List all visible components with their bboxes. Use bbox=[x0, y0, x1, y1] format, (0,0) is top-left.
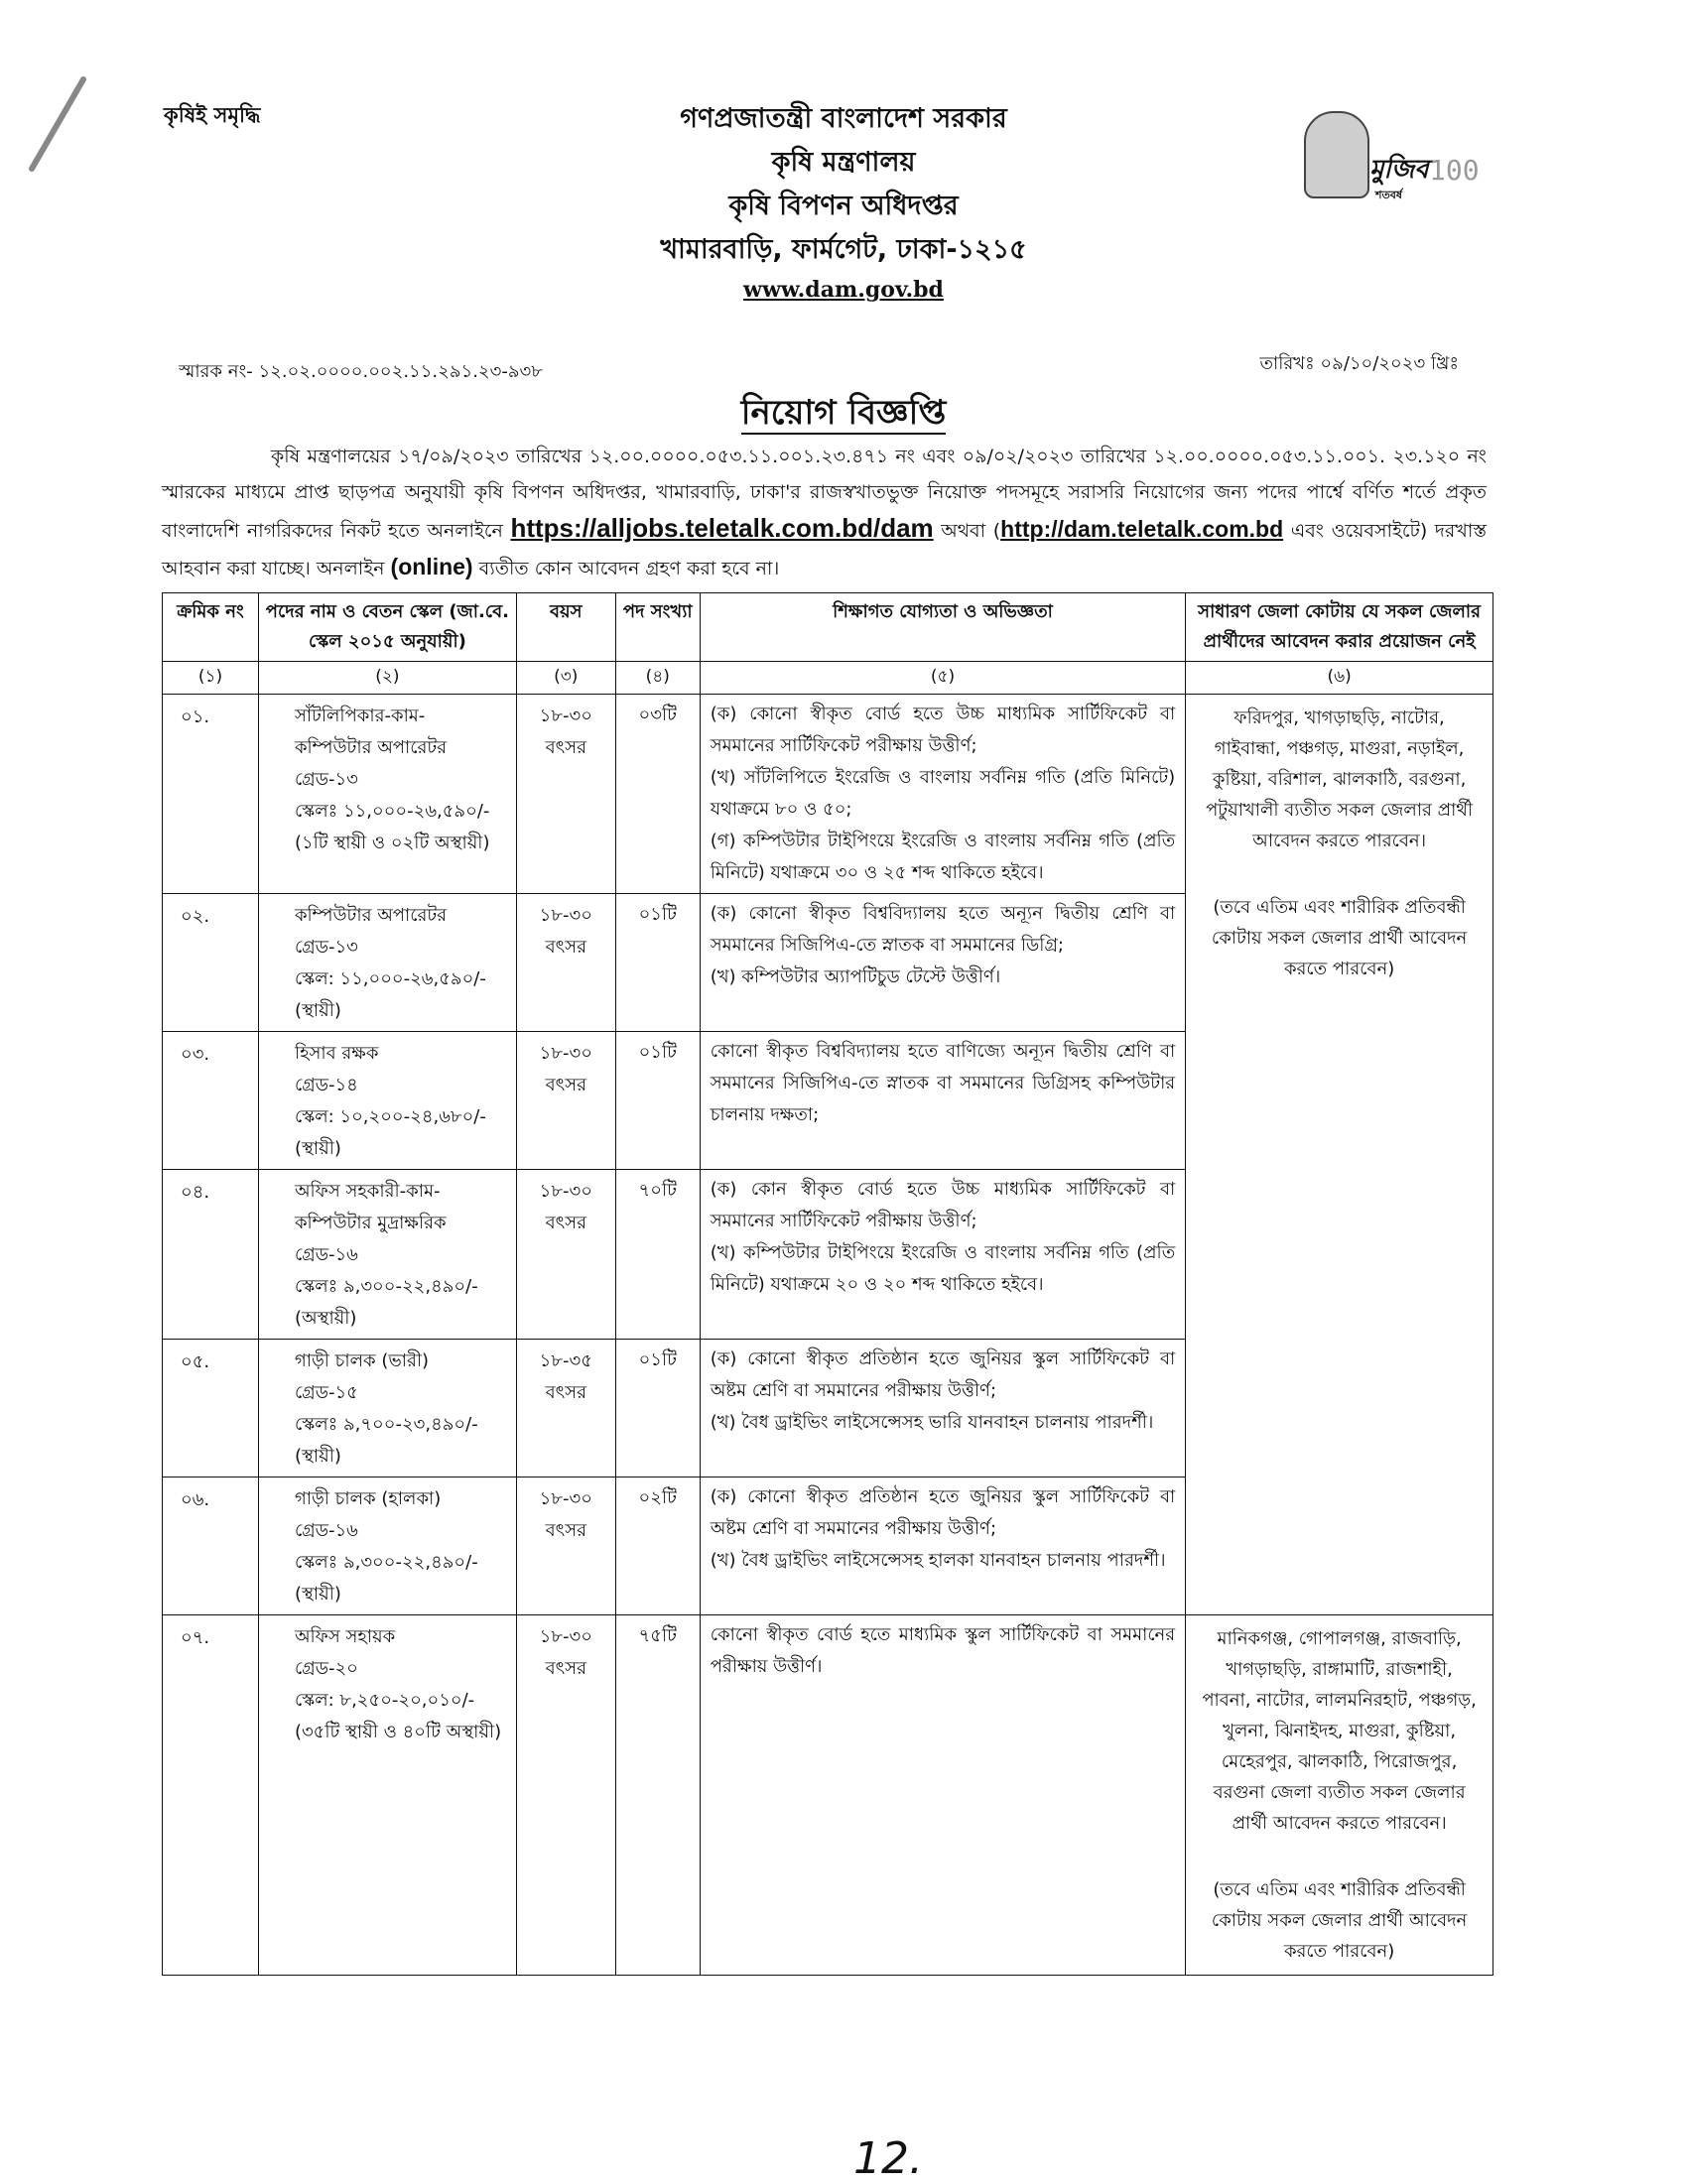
post-line: হিসাব রক্ষক bbox=[294, 1043, 379, 1064]
post-line: (স্থায়ী) bbox=[294, 1138, 341, 1159]
post-line: কম্পিউটার অপারেটর bbox=[294, 905, 448, 926]
index-cell: (২) bbox=[258, 662, 516, 695]
qualification-line: (খ) কম্পিউটার টাইপিংয়ে ইংরেজি ও বাংলায় সর্বনিম্ন গতি (প্রতি মিনিটে) যথাক্রমে ২০ ও ২০ শব্দ থাকিতে হইবে। bbox=[710, 1242, 1176, 1295]
post-line: স্কেল: ১০,২০০-২৪,৬৮০/- bbox=[294, 1106, 486, 1127]
post-line: স্কেলঃ ১১,০০০-২৬,৫৯০/- bbox=[294, 801, 490, 822]
qualification-cell bbox=[700, 695, 1185, 894]
table-row bbox=[163, 695, 1493, 894]
age-cell: ১৮-৩০ বৎসর bbox=[516, 1477, 615, 1615]
post-line: (স্থায়ী) bbox=[294, 1000, 341, 1021]
issue-date: তারিখঃ ০৯/১০/২০২৩ খ্রিঃ bbox=[1259, 353, 1459, 374]
age-cell: ১৮-৩০ বৎসর bbox=[516, 1032, 615, 1170]
post-line: (৩৫টি স্থায়ী ও ৪০টি অস্থায়ী) bbox=[294, 1722, 502, 1742]
post-line: গ্রেড-১৪ bbox=[294, 1075, 358, 1095]
teletalk-link[interactable]: http://dam.teletalk.com.bd bbox=[1000, 516, 1284, 542]
post-line: গ্রেড-১৬ bbox=[294, 1520, 358, 1541]
page-number-handwritten: 12. bbox=[853, 2133, 923, 2184]
post-line: সাঁটলিপিকার-কাম- bbox=[294, 706, 426, 726]
table-row bbox=[163, 1615, 1493, 1976]
index-cell: (৪) bbox=[615, 662, 700, 695]
post-line: (অস্থায়ী) bbox=[294, 1308, 357, 1329]
intro-paragraph: কৃষি মন্ত্রণালয়ের ১৭/০৯/২০২৩ তারিখের ১২.০০.০০০০.০৫৩.১১.০০১.২৩.৪৭১ নং এবং ০৯/০২/২০২৩ তারিখের ১২.০০.০০০০.০৫৩.১১.০০১. ২৩.১২০ নং স্মারকের মাধ্যমে প্রাপ্ত ছাড়পত্র অনুযায়ী কৃষি বিপণন অধিদপ্তর, খামারবাড়ি, ঢাকা'র রাজস্বখাতভুক্ত নিয়োক্ত পদসমূহে সরাসরি নিয়োগের জন্য পদের পার্শ্বে বর্ণিত শর্তে প্রকৃত বাংলাদেশি নাগরিকদের নিকট হতে অনলাইনে https://alljobs.teletalk.com.bd/dam অথবা (http://dam.teletalk.com.bd এবং ওয়েবসাইটে) দরখাস্ত আহবান করা যাচ্ছে। অনলাইন (online) ব্যতীত কোন আবেদন গ্রহণ করা হবে না। bbox=[162, 446, 1488, 579]
post-line: স্কেল: ১১,০০০-২৬,৫৯০/- bbox=[294, 968, 486, 989]
index-cell: (৫) bbox=[700, 662, 1185, 695]
index-cell: (৬) bbox=[1186, 662, 1493, 695]
serial-cell: ০৫. bbox=[163, 1340, 259, 1477]
qualification-cell bbox=[700, 1032, 1185, 1170]
letterhead bbox=[496, 97, 1191, 308]
post-cell bbox=[258, 1170, 516, 1340]
post-cell bbox=[258, 1477, 516, 1615]
col-header-count: পদ সংখ্যা bbox=[615, 593, 700, 662]
motto: কৃষিই সমৃদ্ধি bbox=[164, 103, 261, 127]
post-line: গ্রেড-১৬ bbox=[294, 1244, 358, 1265]
ministry-name: কৃষি মন্ত্রণালয় bbox=[771, 147, 916, 178]
col-header-qualification: শিক্ষাগত যোগ্যতা ও অভিজ্ঞতা bbox=[700, 593, 1185, 662]
post-line: গাড়ী চালক (হালকা) bbox=[294, 1488, 442, 1509]
post-cell bbox=[258, 1032, 516, 1170]
serial-cell: ০৬. bbox=[163, 1477, 259, 1615]
col-header-quota: সাধারণ জেলা কোটায় যে সকল জেলার প্রার্থীদের আবেদন করার প্রয়োজন নেই bbox=[1186, 593, 1493, 662]
post-line: স্কেলঃ ৯,৩০০-২২,৪৯০/- bbox=[294, 1552, 478, 1573]
count-cell: ০১টি bbox=[615, 894, 700, 1032]
serial-cell: ০২. bbox=[163, 894, 259, 1032]
qualification-line: কোনো স্বীকৃত বোর্ড হতে মাধ্যমিক স্কুল সার্টিফিকেট বা সমমানের পরীক্ষায় উত্তীর্ণ। bbox=[710, 1624, 1176, 1677]
age-cell: ১৮-৩০ বৎসর bbox=[516, 1615, 615, 1976]
qualification-line: (খ) সাঁটলিপিতে ইংরেজি ও বাংলায় সর্বনিম্ন গতি (প্রতি মিনিটে) যথাক্রমে ৮০ ও ৫০; bbox=[710, 767, 1176, 820]
address: খামারবাড়ি, ফার্মগেট, ঢাকা-১২১৫ bbox=[660, 234, 1027, 265]
qualification-line: (গ) কম্পিউটার টাইপিংয়ে ইংরেজি ও বাংলায় সর্বনিম্ন গতি (প্রতি মিনিটে) যথাক্রমে ৩০ ও ২৫ শব্দ থাকিতে হইবে। bbox=[710, 831, 1176, 883]
qualification-line: (ক) কোনো স্বীকৃত বোর্ড হতে উচ্চ মাধ্যমিক সার্টিফিকেট বা সমমানের সার্টিফিকেট পরীক্ষায় উত্তীর্ণ; bbox=[710, 704, 1176, 756]
logo-sub: শতবর্ষ bbox=[1375, 189, 1402, 201]
post-cell bbox=[258, 1340, 516, 1477]
post-line: গ্রেড-১৩ bbox=[294, 769, 358, 790]
govt-name: গণপ্রজাতন্ত্রী বাংলাদেশ সরকার bbox=[680, 103, 1007, 134]
serial-cell: ০৪. bbox=[163, 1170, 259, 1340]
col-header-serial: ক্রমিক নং bbox=[163, 593, 259, 662]
quota-cell-1 bbox=[1186, 695, 1493, 1615]
portrait-icon bbox=[1304, 111, 1369, 198]
qualification-cell bbox=[700, 894, 1185, 1032]
qualification-line: (ক) কোনো স্বীকৃত বিশ্ববিদ্যালয় হতে অন্যূন দ্বিতীয় শ্রেণি বা সমমানের সিজিপিএ-তে স্নাতক বা সমমানের ডিগ্রি; bbox=[710, 903, 1176, 956]
serial-cell: ০১. bbox=[163, 695, 259, 894]
job-table bbox=[162, 592, 1493, 1976]
quota-note: (তবে এতিম এবং শারীরিক প্রতিবন্ধী কোটায় সকল জেলার প্রার্থী আবেদন করতে পারবেন) bbox=[1211, 1879, 1468, 1962]
qualification-line: (খ) বৈধ ড্রাইভিং লাইসেন্সেসহ হালকা যানবাহন চালনায় পারদর্শী। bbox=[710, 1550, 1166, 1571]
col-header-post: পদের নাম ও বেতন স্কেল (জা.বে. স্কেল ২০১৫ অনুযায়ী) bbox=[258, 593, 516, 662]
logo-tagline: মুজিব bbox=[1369, 155, 1429, 185]
qualification-line: (ক) কোনো স্বীকৃত প্রতিষ্ঠান হতে জুনিয়র স্কুল সার্টিফিকেট বা অষ্টম শ্রেণি বা সমমানের পরীক্ষায় উত্তীর্ণ; bbox=[710, 1486, 1176, 1539]
count-cell: ৭৫টি bbox=[615, 1615, 700, 1976]
post-line: (স্থায়ী) bbox=[294, 1584, 341, 1605]
qualification-cell bbox=[700, 1477, 1185, 1615]
post-cell bbox=[258, 695, 516, 894]
age-cell: ১৮-৩০ বৎসর bbox=[516, 695, 615, 894]
page-title: নিয়োগ বিজ্ঞপ্তি bbox=[740, 393, 947, 433]
qualification-line: (খ) বৈধ ড্রাইভিং লাইসেন্সেসহ ভারি যানবাহন চালনায় পারদর্শী। bbox=[710, 1412, 1154, 1433]
count-cell: ০১টি bbox=[615, 1340, 700, 1477]
count-cell: ৭০টি bbox=[615, 1170, 700, 1340]
column-index-row bbox=[163, 662, 1493, 695]
age-cell: ১৮-৩০ বৎসর bbox=[516, 1170, 615, 1340]
post-line: গ্রেড-১৫ bbox=[294, 1382, 358, 1403]
count-cell: ০২টি bbox=[615, 1477, 700, 1615]
qualification-cell bbox=[700, 1170, 1185, 1340]
pen-mark bbox=[28, 75, 87, 173]
alljobs-link[interactable]: https://alljobs.teletalk.com.bd/dam bbox=[510, 513, 934, 543]
serial-cell: ০৩. bbox=[163, 1032, 259, 1170]
website-link[interactable]: www.dam.gov.bd bbox=[743, 277, 944, 303]
post-cell bbox=[258, 894, 516, 1032]
index-cell: (১) bbox=[163, 662, 259, 695]
qualification-line: কোনো স্বীকৃত বিশ্ববিদ্যালয় হতে বাণিজ্যে অন্যূন দ্বিতীয় শ্রেণি বা সমমানের সিজিপিএ-তে স্নাতক বা সমমানের ডিগ্রিসহ কম্পিউটার চালনায় দক্ষতা; bbox=[710, 1041, 1176, 1125]
serial-cell: ০৭. bbox=[163, 1615, 259, 1976]
age-cell: ১৮-৩০ বৎসর bbox=[516, 894, 615, 1032]
post-line: (স্থায়ী) bbox=[294, 1446, 341, 1467]
post-line: অফিস সহকারী-কাম- bbox=[294, 1181, 441, 1202]
mujib-centenary-logo bbox=[1290, 99, 1484, 213]
col-header-age: বয়স bbox=[516, 593, 615, 662]
post-line: স্কেল: ৮,২৫০-২০,০১০/- bbox=[294, 1690, 475, 1711]
count-cell: ০৩টি bbox=[615, 695, 700, 894]
table-header-row bbox=[163, 593, 1493, 662]
post-line: স্কেলঃ ৯,৭০০-২৩,৪৯০/- bbox=[294, 1414, 478, 1435]
quota-text: ফরিদপুর, খাগড়াছড়ি, নাটোর, গাইবান্ধা, পঞ্চগড়, মাগুরা, নড়াইল, কুষ্টিয়া, বরিশাল, ঝালকাঠি, বরগুনা, পটুয়াখালী ব্যতীত সকল জেলার প্রার্থী আবেদন করতে পারবেন। bbox=[1206, 707, 1474, 851]
post-line: (১টি স্থায়ী ও ০২টি অস্থায়ী) bbox=[294, 833, 490, 853]
post-line: অফিস সহায়ক bbox=[294, 1626, 396, 1647]
post-line: স্কেলঃ ৯,৩০০-২২,৪৯০/- bbox=[294, 1276, 478, 1297]
online-text: (online) bbox=[390, 554, 473, 579]
post-cell bbox=[258, 1615, 516, 1976]
logo-number: 100 bbox=[1429, 154, 1480, 187]
count-cell: ০১টি bbox=[615, 1032, 700, 1170]
qualification-line: (খ) কম্পিউটার অ্যাপটিচুড টেস্টে উত্তীর্ণ। bbox=[710, 966, 1001, 987]
quota-text: মানিকগঞ্জ, গোপালগঞ্জ, রাজবাড়ি, খাগড়াছড়ি, রাঙ্গামাটি, রাজশাহী, পাবনা, নাটোর, লালমনিরহাট, পঞ্চগড়, খুলনা, ঝিনাইদহ, মাগুরা, কুষ্টিয়া, মেহেরপুর, ঝালকাঠি, পিরোজপুর, বরগুনা জেলা ব্যতীত সকল জেলার প্রার্থী আবেদন করতে পারবেন। bbox=[1202, 1628, 1477, 1834]
post-line: কম্পিউটার অপারেটর bbox=[294, 737, 448, 758]
age-cell: ১৮-৩৫ বৎসর bbox=[516, 1340, 615, 1477]
post-line: গাড়ী চালক (ভারী) bbox=[294, 1350, 430, 1371]
department-name: কৃষি বিপণন অধিদপ্তর bbox=[728, 191, 959, 221]
qualification-cell bbox=[700, 1615, 1185, 1976]
memo-number: স্মারক নং- ১২.০২.০০০০.০০২.১১.২৯১.২৩-৯৩৮ bbox=[179, 361, 543, 382]
post-line: গ্রেড-২০ bbox=[294, 1658, 358, 1679]
post-line: কম্পিউটার মুদ্রাক্ষরিক bbox=[294, 1213, 447, 1233]
qualification-line: (ক) কোন স্বীকৃত বোর্ড হতে উচ্চ মাধ্যমিক সার্টিফিকেট বা সমমানের সার্টিফিকেট পরীক্ষায় উত্তীর্ণ; bbox=[710, 1179, 1176, 1231]
index-cell: (৩) bbox=[516, 662, 615, 695]
quota-cell-2 bbox=[1186, 1615, 1493, 1976]
qualification-cell bbox=[700, 1340, 1185, 1477]
post-line: গ্রেড-১৩ bbox=[294, 937, 358, 958]
quota-note: (তবে এতিম এবং শারীরিক প্রতিবন্ধী কোটায় সকল জেলার প্রার্থী আবেদন করতে পারবেন) bbox=[1211, 897, 1468, 979]
qualification-line: (ক) কোনো স্বীকৃত প্রতিষ্ঠান হতে জুনিয়র স্কুল সার্টিফিকেট বা অষ্টম শ্রেণি বা সমমানের পরীক্ষায় উত্তীর্ণ; bbox=[710, 1349, 1176, 1401]
